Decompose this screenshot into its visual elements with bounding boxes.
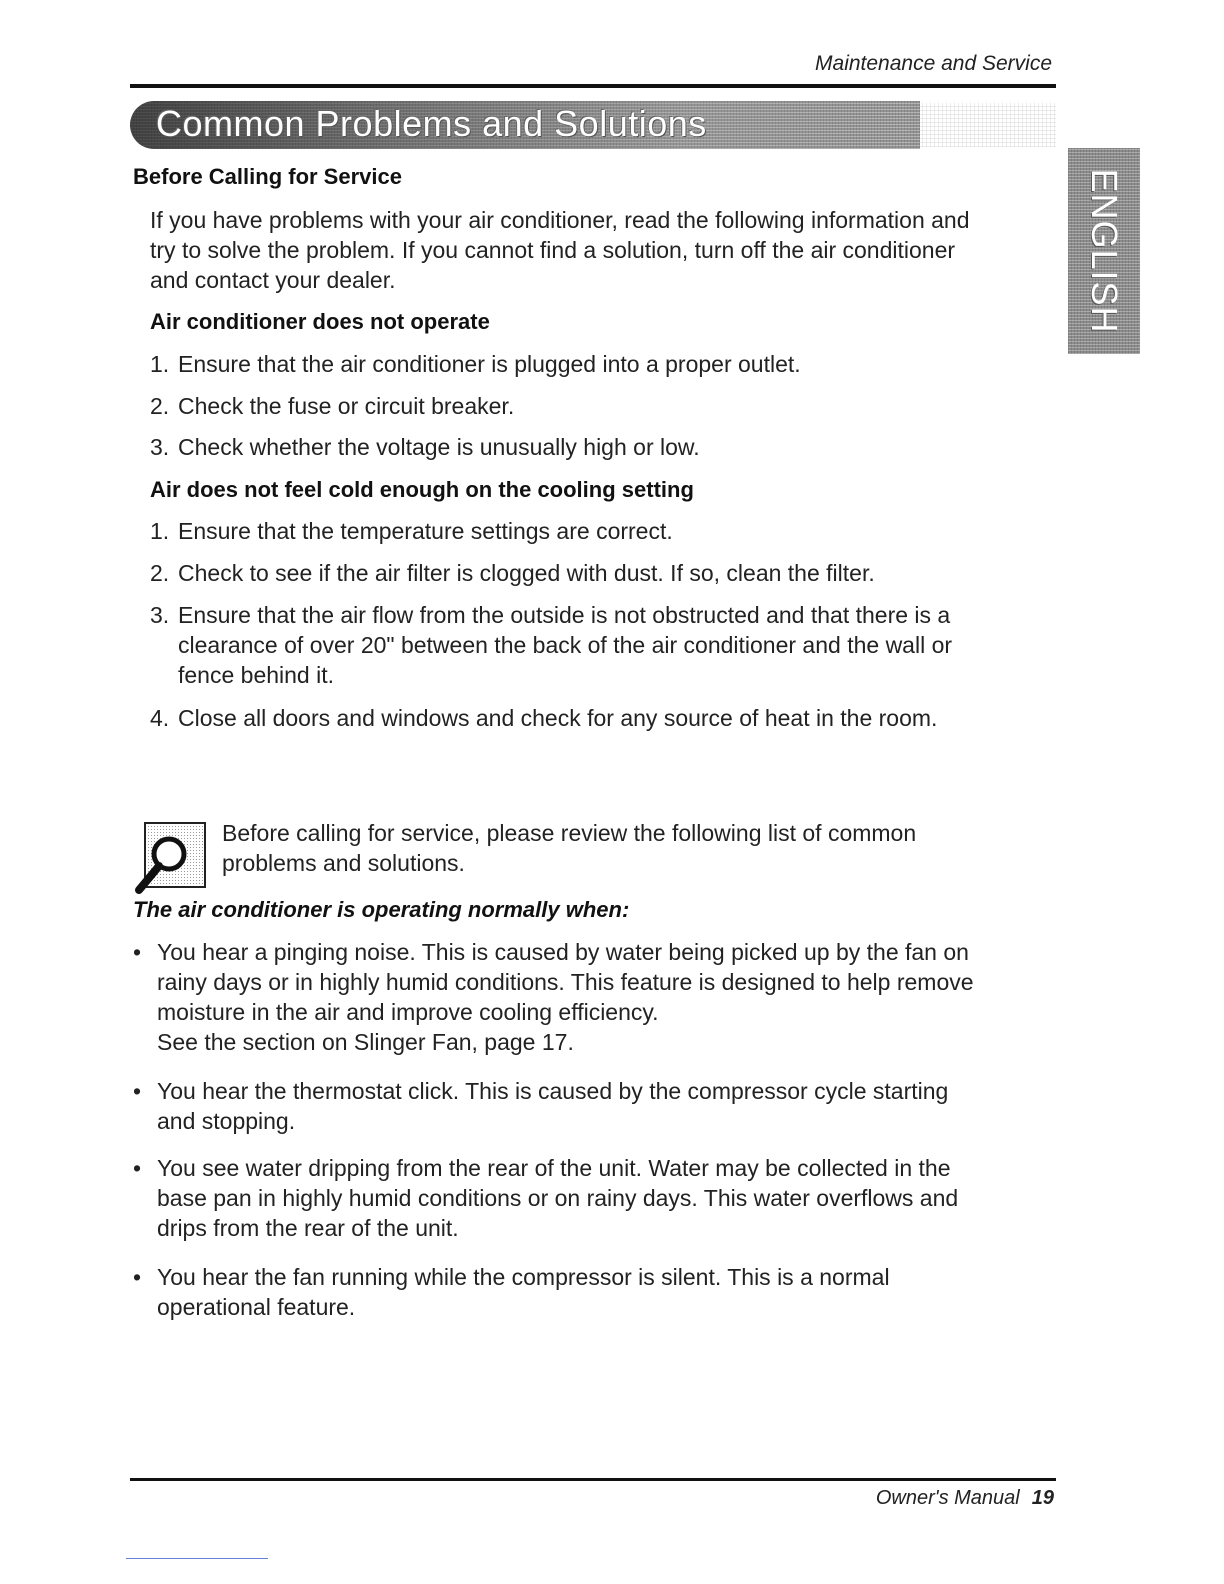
intro-paragraph <box>150 205 1055 295</box>
list-number: 3. <box>150 602 170 628</box>
before-calling-heading: Before Calling for Service <box>133 164 402 189</box>
bullet-icon: • <box>133 1155 142 1181</box>
bullet-icon: • <box>133 1078 142 1104</box>
list-line: base pan in highly humid conditions or on rainy days. This water overflows and <box>157 1185 959 1211</box>
list-text <box>157 1262 1058 1322</box>
footer-label: Owner's Manual <box>875 1487 1020 1509</box>
language-tab-label: ENGLISH <box>1084 168 1125 334</box>
list-item <box>150 558 1050 588</box>
list-number: 1. <box>150 518 170 544</box>
list-line: rainy days or in highly humid conditions. This feature is designed to help remove <box>157 969 974 995</box>
not-cold-heading: Air does not feel cold enough on the cooling setting <box>150 477 694 502</box>
list-item <box>150 391 1050 421</box>
list-line: Ensure that the air flow from the outside is not obstructed and that there is a <box>178 602 951 628</box>
list-item <box>150 600 1050 690</box>
section-label: Maintenance and Service <box>815 52 1052 75</box>
list-text <box>178 600 1050 690</box>
bottom-divider <box>130 1478 1056 1481</box>
bullet-icon: • <box>133 939 142 965</box>
list-text: Close all doors and windows and check for any source of heat in the room. <box>178 705 938 731</box>
intro-line: try to solve the problem. If you cannot find a solution, turn off the air conditioner <box>150 237 956 263</box>
list-number: 4. <box>150 705 170 731</box>
list-text: Check to see if the air filter is clogged with dust. If so, clean the filter. <box>178 560 875 586</box>
bullet-icon: • <box>133 1264 142 1290</box>
list-number: 2. <box>150 560 170 586</box>
list-line: moisture in the air and improve cooling efficiency. <box>157 999 659 1025</box>
list-line: and stopping. <box>157 1108 296 1134</box>
note-line: problems and solutions. <box>222 850 465 876</box>
list-number: 2. <box>150 393 170 419</box>
magnifier-icon <box>133 820 209 894</box>
page-footer <box>876 1487 1054 1510</box>
list-item <box>133 1076 1058 1136</box>
list-item <box>150 432 1050 462</box>
list-line: You see water dripping from the rear of the unit. Water may be collected in the <box>157 1155 951 1181</box>
list-item <box>133 1153 1058 1243</box>
list-text <box>157 937 1058 1057</box>
list-line: See the section on Slinger Fan, page 17. <box>157 1029 574 1055</box>
scan-artifact-line <box>126 1558 268 1559</box>
list-text: Check whether the voltage is unusually high or low. <box>178 434 700 460</box>
page-title: Common Problems and Solutions <box>156 103 707 144</box>
list-text: Ensure that the temperature settings are correct. <box>178 518 673 544</box>
list-line: You hear a pinging noise. This is caused by water being picked up by the fan on <box>157 939 969 965</box>
list-item <box>150 516 1050 546</box>
language-tab <box>1068 148 1140 354</box>
list-line: clearance of over 20" between the back of the air conditioner and the wall or <box>178 632 953 658</box>
normal-operation-heading: The air conditioner is operating normally when: <box>133 897 630 922</box>
section-banner <box>130 101 1056 149</box>
list-text: Ensure that the air conditioner is plugged into a proper outlet. <box>178 351 801 377</box>
list-line: operational feature. <box>157 1294 356 1320</box>
list-item <box>133 1262 1058 1322</box>
list-item <box>150 703 1050 733</box>
page-number: 19 <box>1031 1487 1054 1509</box>
intro-line: and contact your dealer. <box>150 267 396 293</box>
list-line: You hear the fan running while the compressor is silent. This is a normal <box>157 1264 890 1290</box>
list-line: You hear the thermostat click. This is caused by the compressor cycle starting <box>157 1078 949 1104</box>
list-text <box>157 1076 1058 1136</box>
list-item <box>150 349 1050 379</box>
note-line: Before calling for service, please review the following list of common <box>222 820 917 846</box>
banner-fade-pattern <box>910 103 1056 147</box>
list-line: fence behind it. <box>178 662 335 688</box>
list-text <box>157 1153 1058 1243</box>
note-text <box>222 818 1042 878</box>
list-line: drips from the rear of the unit. <box>157 1215 459 1241</box>
top-divider <box>130 84 1056 88</box>
no-operate-heading: Air conditioner does not operate <box>150 309 490 334</box>
intro-line: If you have problems with your air conditioner, read the following information and <box>150 207 970 233</box>
list-number: 3. <box>150 434 170 460</box>
list-text: Check the fuse or circuit breaker. <box>178 393 515 419</box>
list-number: 1. <box>150 351 170 377</box>
list-item <box>133 937 1058 1057</box>
